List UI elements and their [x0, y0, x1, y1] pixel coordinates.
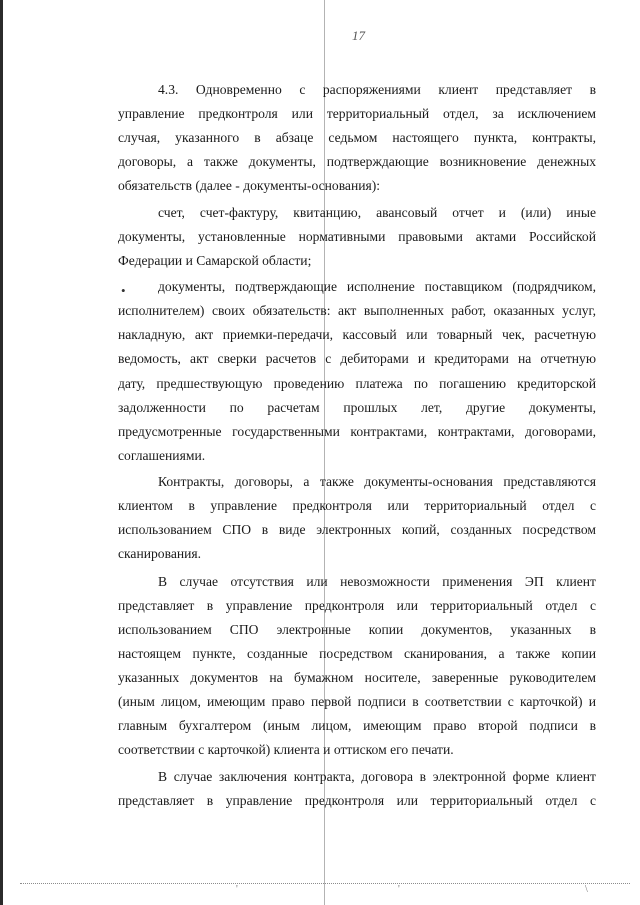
text-line: исполнителем) своих обязательств: акт выполненных работ, оказанных услуг, — [118, 303, 596, 318]
text-line: 4.3. Одновременно с распоряжениями клиент представляет в — [158, 82, 596, 97]
footer-mark: ' — [398, 884, 400, 895]
footer-rule — [20, 883, 630, 884]
text-line: дату, предшествующую проведению платежа по погашению кредиторской — [118, 376, 596, 391]
text-line: обязательств (далее - документы-основания): — [118, 178, 381, 193]
text-line: соглашениями. — [118, 448, 206, 463]
text-line: сканирования. — [118, 546, 202, 561]
text-line: Контракты, договоры, а также документы-основания представляются — [158, 474, 596, 489]
scan-left-edge — [0, 0, 3, 905]
text-line: (иным лицом, имеющим право первой подписи в соответствии с карточкой) и — [118, 694, 596, 709]
text-line: предусмотренные государственными контрактами, контрактами, договорами, — [118, 424, 596, 439]
text-line: главным бухгалтером (иным лицом, имеющим право второй подписи в — [118, 718, 596, 733]
text-line: использованием СПО электронные копии документов, указанных в — [118, 622, 596, 637]
text-line: представляет в управление предконтроля или территориальный отдел с — [118, 793, 596, 808]
text-line: накладную, акт приемки-передачи, кассовый или товарный чек, расчетную — [118, 327, 596, 342]
text-line: указанных документов на бумажном носителе, заверенные руководителем — [118, 670, 596, 685]
footer-mark: \ — [585, 884, 588, 895]
text-line: соответствии с карточкой) клиента и оттиском его печати. — [118, 742, 454, 757]
text-line: клиентом в управление предконтроля или территориальный отдел с — [118, 498, 596, 513]
margin-mark: • — [121, 283, 126, 298]
text-line: документы, подтверждающие исполнение поставщиком (подрядчиком, — [158, 279, 596, 294]
footer-mark: ' — [236, 884, 238, 895]
text-line: управление предконтроля или территориальный отдел, за исключением — [118, 106, 596, 121]
text-line: представляет в управление предконтроля или территориальный отдел с — [118, 598, 596, 613]
text-line: В случае заключения контракта, договора в электронной форме клиент — [158, 769, 596, 784]
text-line: настоящем пункте, созданные посредством сканирования, а также копии — [118, 646, 596, 661]
text-line: Федерации и Самарской области; — [118, 253, 312, 268]
text-line: ведомость, акт сверки расчетов с дебиторами и кредиторами на отчетную — [118, 351, 596, 366]
text-line: договоры, а также документы, подтверждающие возникновение денежных — [118, 154, 596, 169]
text-line: документы, установленные нормативными правовыми актами Российской — [118, 229, 596, 244]
text-line: использованием СПО в виде электронных копий, созданных посредством — [118, 522, 596, 537]
text-line: задолженности по расчетам прошлых лет, другие документы, — [118, 400, 596, 415]
text-line: В случае отсутствия или невозможности применения ЭП клиент — [158, 574, 596, 589]
page-number: 17 — [352, 28, 365, 43]
text-line: случая, указанного в абзаце седьмом настоящего пункта, контракты, — [118, 130, 596, 145]
text-line: счет, счет-фактуру, квитанцию, авансовый отчет и (или) иные — [158, 205, 596, 220]
